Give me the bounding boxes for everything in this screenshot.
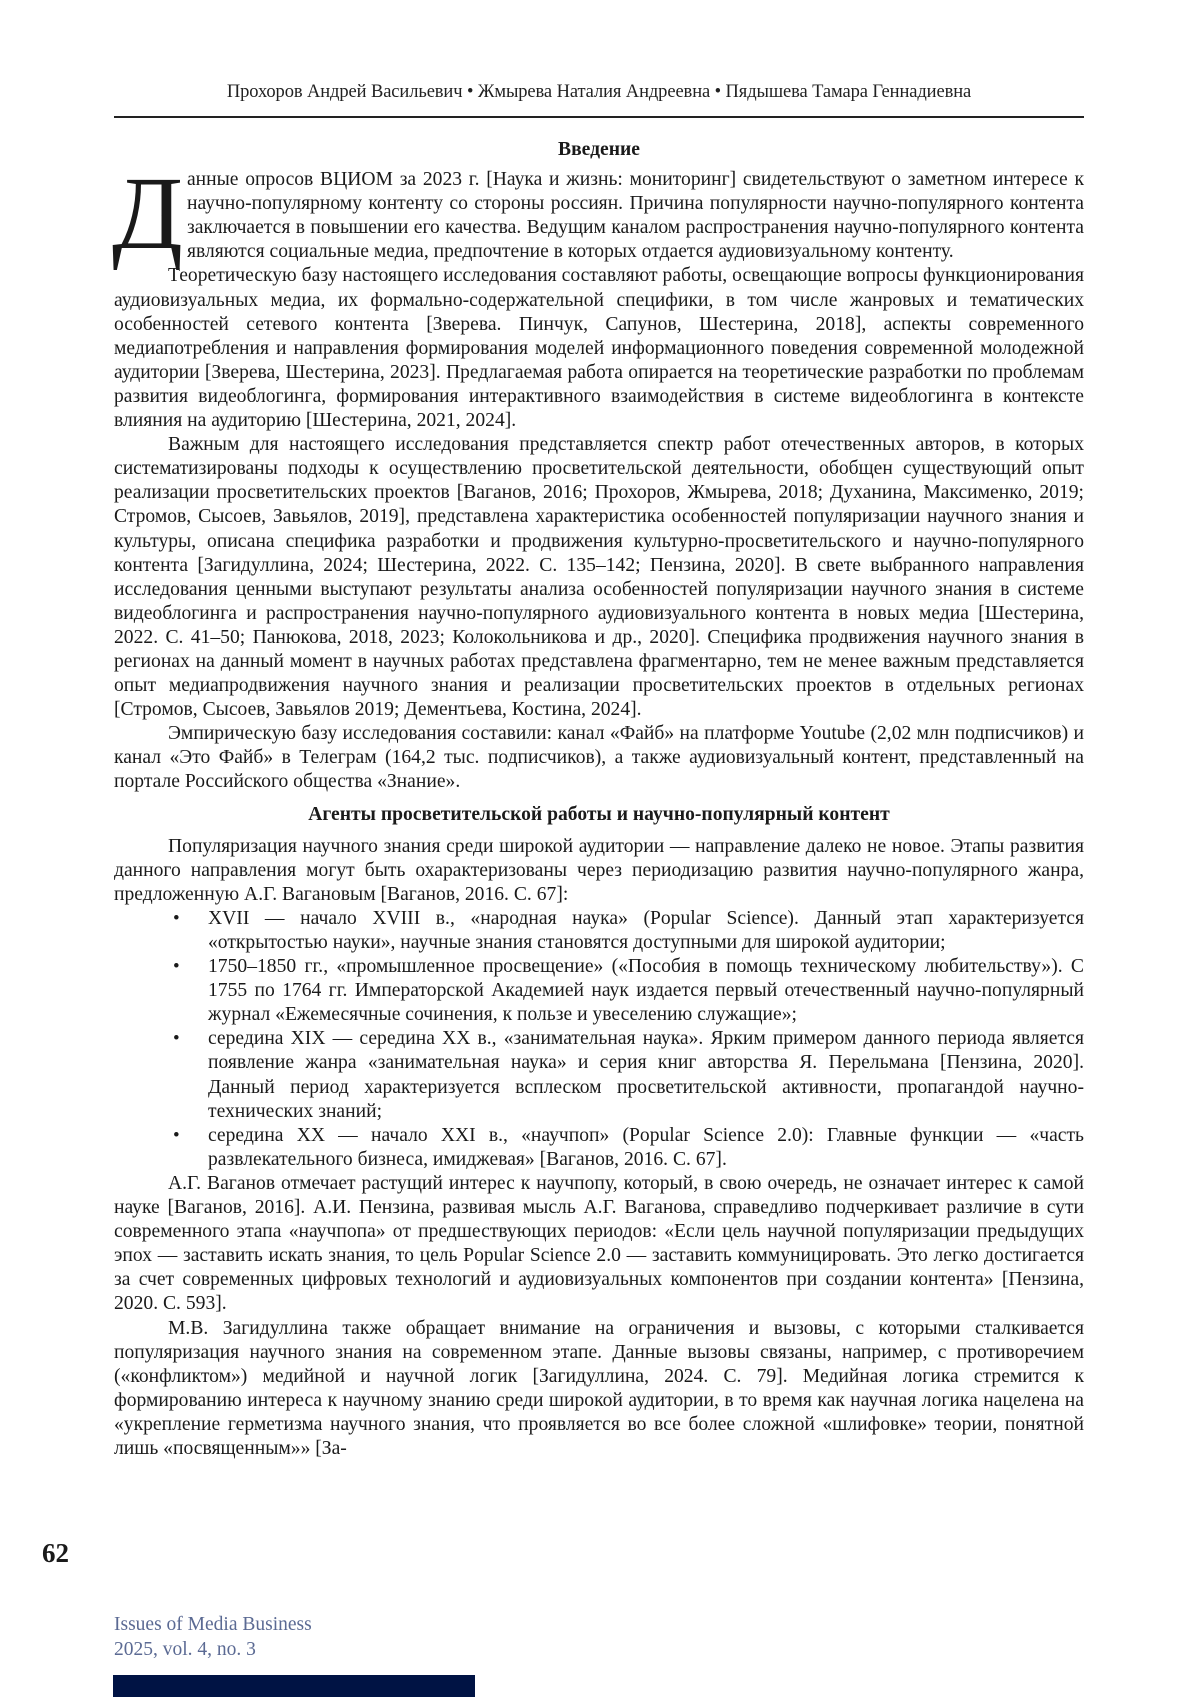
agents-paragraph-1: А.Г. Ваганов отмечает растущий интерес к научпопу, который, в свою очередь, не означает интерес к самой науке [Ваганов, 2016]. А.И. Пензина, развивая мысль А.Г. Ваганова, справедливо подчеркивает различие в сути современного этапа «научпопа» от предшествующих периодов: «Если цель научной популяризации предыдущих эпох — заставить искать знания, то цель Popular Science 2.0 — заставить коммуницировать. Это легко достигается за счет современных цифровых технологий и аудиовизуальных компонентов при создании контента» [Пензина, 2020. С. 593]. bbox=[114, 1172, 1084, 1315]
intro-paragraph-2: Теоретическую базу настоящего исследования составляют работы, освещающие вопросы функционирования аудиовизуальных медиа, их формально-содержательной специфики, в том числе жанровых и тематических особенностей сетевого контента [Зверева. Пинчук, Сапунов, Шестерина, 2018], аспекты современного медиапотребления и направления формирования моделей информационного поведения современной молодежной аудитории [Зверева, Шестерина, 2023]. Предлагаемая работа опирается на теоретические разработки по проблемам развития видеоблогинга, формирования интерактивного взаимодействия в системе видеоблогинга в контексте влияния на аудиторию [Шестерина, 2021, 2024]. bbox=[114, 265, 1084, 432]
intro-paragraph-4: Эмпирическую базу исследования составили: канал «Файб» на платформе Youtube (2,02 млн подписчиков) и канал «Это Файб» в Телеграм (164,2 тыс. подписчиков), а также аудиовизуальный контент, представленный на портале Российского общества «Знание». bbox=[114, 723, 1084, 793]
footer-journal-info bbox=[114, 1612, 312, 1662]
footer-color-bar bbox=[113, 1675, 475, 1697]
bullet-icon: • bbox=[173, 907, 180, 929]
journal-issue: 2025, vol. 4, no. 3 bbox=[114, 1639, 256, 1660]
agents-intro-paragraph: Популяризация научного знания среди широкой аудитории — направление далеко не новое. Этапы развития данного направления могут быть охарактеризованы через периодизацию развития научно-популярного жанра, предложенную А.Г. Вагановым [Ваганов, 2016. С. 67]: bbox=[114, 835, 1084, 905]
list-item: • 1750–1850 гг., «промышленное просвещение» («Пособия в помощь техническому любительству»). С 1755 по 1764 гг. Императорской Академией наук издается первый отечественный научно-популярный журнал «Ежемесячные сочинения, к пользе и увеселению служащие»; bbox=[173, 956, 1084, 1026]
agents-paragraph-2: М.В. Загидуллина также обращает внимание на ограничения и вызовы, с которыми сталкивается популяризация научного знания на современном этапе. Данные вызовы связаны, например, с противоречием («конфликтом») медийной и научной логик [Загидуллина, 2024. С. 79]. Медийная логика стремится к формированию интереса к научному знанию среди широкой аудитории, в то время как научная логика нацелена на «укрепление герметизма научного знания, что проявляется во все более сложной «шлифовке» теории, понятной лишь «посвященным»» [За- bbox=[114, 1317, 1084, 1459]
article-body bbox=[114, 138, 1084, 1461]
bullet-icon: • bbox=[173, 1028, 180, 1050]
section-title-agents: Агенты просветительской работы и научно-популярный контент bbox=[308, 803, 890, 825]
list-item: • середина XIX — середина XX в., «занимательная наука». Ярким примером данного периода является появление жанра «занимательная наука» и серия книг авторства Я. Перельмана [Пензина, 2020]. Данный период характеризуется всплеском просветительской активности, пропагандой научно-технических знаний; bbox=[173, 1028, 1084, 1122]
bullet-icon: • bbox=[173, 956, 180, 978]
drop-cap: Д bbox=[112, 156, 183, 272]
section-title-introduction: Введение bbox=[558, 139, 640, 160]
bullet-icon: • bbox=[173, 1124, 180, 1146]
intro-paragraph-1: Данные опросов ВЦИОМ за 2023 г. [Наука и жизнь: мониторинг] свидетельствуют о заметном интересе к научно-популярному контенту со стороны россиян. Причина популярности научно-популярного контента заключается в повышении его качества. Ведущим каналом распространения научно-популярного контента являются социальные медиа, предпочтение в которых отдается аудиовизуальному контенту. bbox=[112, 156, 1084, 272]
header-rule bbox=[114, 116, 1084, 118]
page-number: 62 bbox=[42, 1538, 69, 1568]
stages-list bbox=[114, 907, 1084, 1172]
list-item: • середина XX — начало XXI в., «научпоп» (Popular Science 2.0): Главные функции — «часть развлекательного бизнеса, имиджевая» [Ваганов, 2016. С. 67]. bbox=[173, 1124, 1084, 1170]
list-item: • XVII — начало XVIII в., «народная наука» (Popular Science). Данный этап характеризуется «открытостью науки», научные знания становятся доступными для широкой аудитории; bbox=[173, 907, 1084, 953]
intro-paragraph-3: Важным для настоящего исследования представляется спектр работ отечественных авторов, в которых систематизированы подходы к осуществлению просветительской деятельности, обобщен существующий опыт реализации просветительских проектов [Ваганов, 2016; Прохоров, Жмырева, 2018; Духанина, Максименко, 2019; Стромов, Сысоев, Завьялов, 2019], представлена характеристика особенностей популяризации научного знания и культуры, описана специфика разработки и продвижения культурно-просветительского и научно-популярного контента [Загидуллина, 2024; Шестерина, 2022. С. 135–142; Пензина, 2020]. В свете выбранного направления исследования ценными выступают результаты анализа особенностей популяризации научного знания в системе видеоблогинга и распространения научно-популярного аудиовизуального контента в новых медиа [Шестерина, 2022. С. 41–50; Панюкова, 2018, 2023; Колокольникова и др., 2020]. Специфика продвижения научного знания в регионах на данный момент в научных работах представлена фрагментарно, тем не менее важным представляется опыт медиапродвижения научного знания и реализации просветительских проектов в отдельных регионах [Стромов, Сысоев, Завьялов 2019; Дементьева, Костина, 2024]. bbox=[114, 434, 1084, 721]
journal-title: Issues of Media Business bbox=[114, 1614, 312, 1635]
running-head-authors: Прохоров Андрей Васильевич • Жмырева Наталия Андреевна • Пядышева Тамара Геннадиевна bbox=[226, 82, 972, 102]
